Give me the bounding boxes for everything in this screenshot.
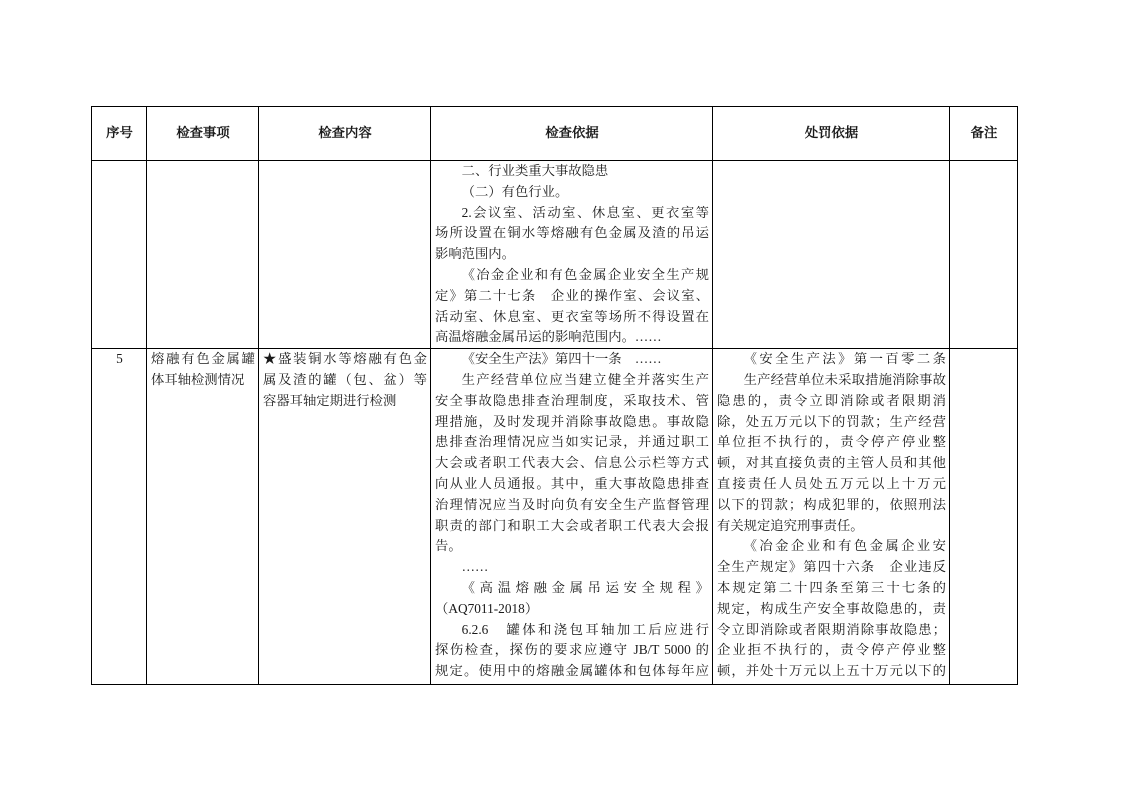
text-line: 6.2.6 罐体和浇包耳轴加工后应进行 bbox=[461, 621, 709, 637]
item-cell bbox=[147, 349, 259, 685]
text-line: 企业拒不执行的，责令停产停业整 bbox=[717, 642, 946, 658]
text-line: 《冶金企业和有色金属企业安 bbox=[743, 538, 946, 554]
inspection-table bbox=[91, 106, 1018, 685]
paragraph bbox=[717, 536, 946, 682]
text-line: 顿，并处十万元以上五十万元以下的 bbox=[717, 663, 946, 679]
text-line: 安全事故隐患排查治理制度，采取技术、管 bbox=[435, 392, 709, 408]
paragraph bbox=[435, 370, 709, 557]
basis-cell bbox=[431, 161, 713, 349]
text-line: 单位拒不执行的，责令停产停业整 bbox=[717, 434, 946, 450]
text-line: 生产经营单位未采取措施消除事故 bbox=[743, 371, 946, 387]
basis-cell bbox=[431, 349, 713, 685]
paragraph bbox=[435, 620, 709, 682]
table-row bbox=[92, 161, 1018, 349]
paragraph bbox=[435, 182, 709, 203]
text-line: 影响范围内。 bbox=[435, 246, 515, 262]
item-cell bbox=[147, 161, 259, 349]
header-content: 检查内容 bbox=[259, 107, 431, 161]
row-index: 5 bbox=[116, 351, 123, 367]
text-line: 活动室、休息室、更衣室等场所不得设置在 bbox=[435, 308, 709, 324]
text-line: 探伤检查，探伤的要求应遵守 JB/T 5000 的 bbox=[435, 642, 709, 658]
text-line: 患排查治理情况应当如实记录，并通过职工 bbox=[435, 434, 709, 450]
text-line: 《高温熔融金属吊运安全规程》 bbox=[461, 579, 709, 595]
text-line: 以下的罚款；构成犯罪的，依照刑法 bbox=[717, 496, 946, 512]
text-line: 高温熔融金属吊运的影响范围内。…… bbox=[435, 329, 662, 345]
text-line: ★盛装铜水等熔融有色金 bbox=[263, 351, 427, 367]
header-item: 检查事项 bbox=[147, 107, 259, 161]
paragraph bbox=[435, 161, 709, 182]
text-line: 全生产规定》第四十六条 企业违反 bbox=[717, 559, 946, 575]
penalty-cell bbox=[713, 161, 950, 349]
paragraph bbox=[435, 265, 709, 348]
text-line: 除，处五万元以下的罚款；生产经营 bbox=[717, 413, 946, 429]
text-line: 属及渣的罐（包、盆）等 bbox=[263, 371, 427, 387]
text-line: 生产经营单位应当建立健全并落实生产 bbox=[461, 371, 709, 387]
index-cell bbox=[92, 349, 147, 685]
text-line: 直接责任人员处五万元以上十万元 bbox=[717, 475, 946, 491]
text-line: 有关规定追究刑事责任。 bbox=[717, 517, 864, 533]
text-line: 定》第二十七条 企业的操作室、会议室、 bbox=[435, 287, 709, 303]
paragraph bbox=[717, 370, 946, 536]
text-line: 《冶金企业和有色金属企业安全生产规 bbox=[461, 266, 709, 282]
text-line: （AQ7011-2018） bbox=[435, 600, 539, 616]
index-cell bbox=[92, 161, 147, 349]
text-line: 大会或者职工代表大会、信息公示栏等方式 bbox=[435, 455, 709, 471]
text-line: 二、行业类重大事故隐患 bbox=[461, 163, 609, 178]
text-line: 令立即消除或者限期消除事故隐患； bbox=[717, 621, 946, 637]
text-line: 隐患的，责令立即消除或者限期消 bbox=[717, 392, 946, 408]
content-cell bbox=[259, 161, 431, 349]
paragraph bbox=[435, 203, 709, 265]
table-row bbox=[92, 349, 1018, 685]
text-line: 本规定第二十四条至第三十七条的 bbox=[717, 579, 946, 595]
text-line: 顿，对其直接负责的主管人员和其他 bbox=[717, 455, 946, 471]
text-line: …… bbox=[461, 559, 489, 575]
content-cell bbox=[259, 349, 431, 685]
text-line: 告。 bbox=[435, 538, 462, 554]
paragraph bbox=[435, 557, 709, 578]
header-row bbox=[92, 107, 1018, 161]
paragraph bbox=[435, 578, 709, 620]
text-line: （二）有色行业。 bbox=[461, 183, 569, 199]
text-line: 2.会议室、活动室、休息室、更衣室等 bbox=[461, 204, 709, 220]
text-line: 理措施，及时发现并消除事故隐患。事故隐 bbox=[435, 413, 709, 429]
header-index: 序号 bbox=[92, 107, 147, 161]
text-line: 容器耳轴定期进行检测 bbox=[263, 392, 397, 408]
text-line: 治理情况应当及时向负有安全生产监督管理 bbox=[435, 496, 709, 512]
text-line: 向从业人员通报。其中，重大事故隐患排查 bbox=[435, 475, 709, 491]
text-line: 熔融有色金属罐 bbox=[151, 351, 255, 367]
header-basis: 检查依据 bbox=[431, 107, 713, 161]
text-line: 《安全生产法》第一百零二条 bbox=[743, 351, 946, 367]
text-line: 场所设置在铜水等熔融有色金属及渣的吊运 bbox=[435, 225, 709, 241]
remark-cell bbox=[950, 161, 1018, 349]
text-line: 规定，构成生产安全事故隐患的，责 bbox=[717, 600, 946, 616]
paragraph bbox=[435, 349, 709, 370]
text-line: 体耳轴检测情况 bbox=[151, 371, 245, 387]
paragraph bbox=[717, 349, 946, 370]
header-penalty: 处罚依据 bbox=[713, 107, 950, 161]
text-line: 职责的部门和职工大会或者职工代表大会报 bbox=[435, 517, 709, 533]
header-remark: 备注 bbox=[950, 107, 1018, 161]
remark-cell bbox=[950, 349, 1018, 685]
text-line: 《安全生产法》第四十一条 …… bbox=[461, 351, 662, 367]
penalty-cell bbox=[713, 349, 950, 685]
text-line: 规定。使用中的熔融金属罐体和包体每年应 bbox=[435, 663, 709, 679]
